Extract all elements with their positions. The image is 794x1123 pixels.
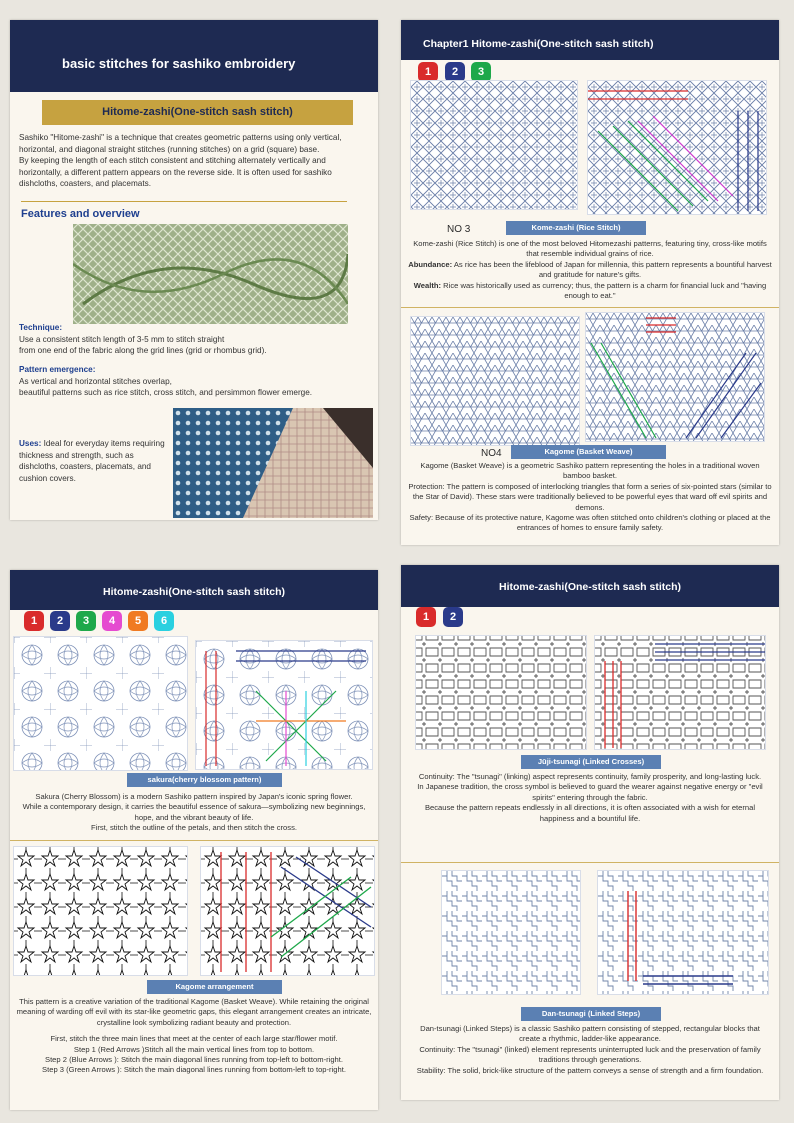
step-badge-6: 6: [154, 611, 174, 631]
kagome-arrangement-diagram: [200, 846, 375, 976]
panel-title: Chapter1 Hitome-zashi(One-stitch sash stitch): [423, 38, 654, 50]
section-banner: Hitome-zashi(One-stitch sash stitch): [42, 100, 353, 125]
abundance-label: Abundance:: [408, 259, 453, 269]
pattern-block: [19, 364, 371, 399]
kagome-text-1: Kagome (Basket Weave) is a geometric Sashiko pattern representing the holes in a traditional woven bamboo basket.: [420, 461, 760, 481]
pattern-line-2: beautiful patterns such as rice stitch, cross stitch, and persimmon flower emerge.: [19, 388, 313, 397]
features-heading: Features and overview: [21, 208, 140, 220]
sashiko-cloth-photo: [73, 224, 348, 324]
kagome-pattern: [410, 316, 580, 446]
pattern-label: Pattern emergence:: [19, 365, 96, 374]
tsunagi-panel: [401, 565, 779, 1100]
dan-text-3: Stability: The solid, brick-like structure of the pattern conveys a sense of strength and a firm foundation.: [416, 1065, 764, 1075]
sakura-text-3: First, stitch the outline of the petals, and then stitch the cross.: [91, 823, 297, 833]
sakura-text-2: While a contemporary design, it carries the beautiful essence of sakura—symbolizing new beginnings, hope, and the vibrant beauty of life.: [22, 802, 366, 822]
intro-panel: [10, 20, 378, 520]
step-2-text: Step 2 (Blue Arrows ): Stitch the main diagonal lines running from top-left to bottom-right.: [45, 1055, 343, 1065]
juji-text-3: Because the pattern repeats endlessly in all directions, it is often associated with a wish for eternal happiness and a bountiful life.: [424, 803, 756, 823]
step-badge-1: 1: [416, 607, 436, 627]
panel-header: [401, 20, 779, 60]
step-badge-3: 3: [471, 62, 491, 82]
step-badge-2: 2: [445, 62, 465, 82]
panel-header: [10, 20, 378, 92]
divider: [10, 840, 378, 841]
dan-tsunagi-pattern: [441, 870, 581, 995]
kagome-arrangement-description: [15, 997, 373, 1076]
kagome-pill: Kagome (Basket Weave): [511, 445, 666, 459]
panel-title: Hitome-zashi(One-stitch sash stitch): [498, 581, 682, 593]
kagome-description: [407, 461, 773, 534]
intro-paragraph: [19, 132, 371, 190]
kagome-arrangement-pill: Kagome arrangement: [147, 980, 282, 994]
technique-label: Technique:: [19, 323, 63, 332]
dan-tsunagi-description: [411, 1024, 769, 1076]
uses-text: Ideal for everyday items requiring thickness and strength, such as dishcloths, coasters, placemats, and cushion covers.: [19, 439, 165, 483]
uses-label: Uses:: [19, 439, 42, 448]
rice-text-2: As rice has been the lifeblood of Japan for millennia, this pattern represents a bountiful harvest and gratitude for nature's gifts.: [453, 259, 772, 280]
step-1-text: Step 1 (Red Arrows )Stitch all the main vertical lines from top to bottom.: [73, 1044, 315, 1054]
step-badge-2: 2: [50, 611, 70, 631]
wealth-label: Wealth:: [413, 280, 442, 290]
juji-text-2: In Japanese tradition, the cross symbol is believed to guard the wearer against negative energy or "evil spirits" entering through the fabric.: [417, 782, 763, 802]
sakura-diagram: [195, 640, 373, 770]
juji-text-1: Continuity: The "tsunagi" (linking) aspect represents continuity, family prosperity, and long-lasting luck.: [418, 772, 762, 781]
technique-block: [19, 322, 371, 357]
panel-header: [401, 565, 779, 607]
pattern-number: NO4: [481, 448, 502, 459]
intro-text-2: By keeping the length of each stitch consistent and stitching alternately vertically and horizontally, a different pattern appears on the reverse side. It is often used for sashiko dishcloths, coasters, and placemats.: [19, 156, 332, 188]
fabric-samples-photo: [173, 408, 373, 518]
divider: [21, 201, 347, 202]
kagome-arrangement-pattern: [13, 846, 188, 976]
step-badge-4: 4: [102, 611, 122, 631]
juji-tsunagi-pattern: [415, 635, 587, 750]
step-badge-1: 1: [24, 611, 44, 631]
juji-tsunagi-description: [411, 772, 769, 824]
dan-text-1: Dan-tsunagi (Linked Steps) is a classic Sashiko pattern consisting of stepped, rectangular blocks that create a rhythmic, ladder-like appearance.: [420, 1024, 760, 1044]
sakura-text-1: Sakura (Cherry Blossom) is a modern Sashiko pattern inspired by Japan's iconic spring flower.: [35, 792, 353, 801]
rice-stitch-description: [407, 239, 773, 301]
sakura-panel: [10, 570, 378, 1110]
intro-text-1: Sashiko "Hitome-zashi" is a technique that creates geometric patterns using only vertical, horizontal, and diagonal straight stitches (running stitches) on a grid (square) base.: [19, 133, 342, 154]
rice-stitch-diagram: [587, 80, 767, 215]
dan-text-2: Continuity: The "tsunagi" (linked) element represents uninterrupted luck and the preservation of family traditions through generations.: [419, 1044, 761, 1065]
rice-stitch-pattern: [410, 80, 578, 210]
chapter1-panel: [401, 20, 779, 545]
kagome-diagram: [585, 312, 765, 442]
uses-block: [19, 438, 167, 484]
dan-tsunagi-diagram: [597, 870, 769, 995]
sakura-pattern: [13, 636, 188, 771]
rice-stitch-pill: Kome-zashi (Rice Stitch): [506, 221, 646, 235]
juji-tsunagi-diagram: [594, 635, 766, 750]
step-badge-1: 1: [418, 62, 438, 82]
pattern-number: NO 3: [447, 224, 471, 235]
page-title: basic stitches for sashiko embroidery: [62, 56, 296, 71]
step-badge-3: 3: [76, 611, 96, 631]
step-badge-5: 5: [128, 611, 148, 631]
technique-line-2: from one end of the fabric along the grid lines (grid or rhombus grid).: [19, 346, 267, 355]
sakura-description: [15, 792, 373, 834]
dan-tsunagi-pill: Dan-tsunagi (Linked Steps): [521, 1007, 661, 1021]
technique-line-1: Use a consistent stitch length of 3-5 mm to stitch straight: [19, 334, 225, 344]
step-badge-2: 2: [443, 607, 463, 627]
arrangement-text-1: This pattern is a creative variation of the traditional Kagome (Basket Weave). While retaining the original meaning of warding off evil with its star-like geometric gaps, this elegant arrangement creates an intricate, crystalline look symbolizing radiant beauty and protection.: [16, 997, 372, 1027]
sakura-pill: sakura(cherry blossom pattern): [127, 773, 282, 787]
arrangement-text-2: First, stitch the three main lines that meet at the center of each large star/flower motif.: [50, 1034, 338, 1044]
divider: [401, 307, 779, 308]
kagome-text-2: Protection: The pattern is composed of interlocking triangles that form a series of six-pointed stars (similar to the Star of David). These stars were traditionally believed to be powerful eyes that ward off evil spirits and demons.: [408, 481, 772, 512]
step-3-text: Step 3 (Green Arrows ): Stitch the main diagonal lines running from bottom-left to top-right.: [42, 1065, 346, 1075]
divider: [401, 862, 779, 863]
pattern-line-1: As vertical and horizontal stitches overlap,: [19, 376, 172, 386]
panel-title: Hitome-zashi(One-stitch sash stitch): [102, 586, 286, 598]
juji-tsunagi-pill: Jūji-tsunagi (Linked Crosses): [521, 755, 661, 769]
kagome-text-3: Safety: Because of its protective nature, Kagome was often stitched onto children's clothing or placed at the entrances of homes to ensure family safety.: [409, 513, 771, 533]
panel-header: [10, 570, 378, 610]
rice-text-3: Rice was historically used as currency; thus, the pattern is a charm for financial luck and "having enough to eat.": [443, 280, 767, 301]
rice-text-1: Kome-zashi (Rice Stitch) is one of the most beloved Hitomezashi patterns, featuring tiny, cross-like motifs that resemble individual grains of rice.: [413, 239, 767, 259]
